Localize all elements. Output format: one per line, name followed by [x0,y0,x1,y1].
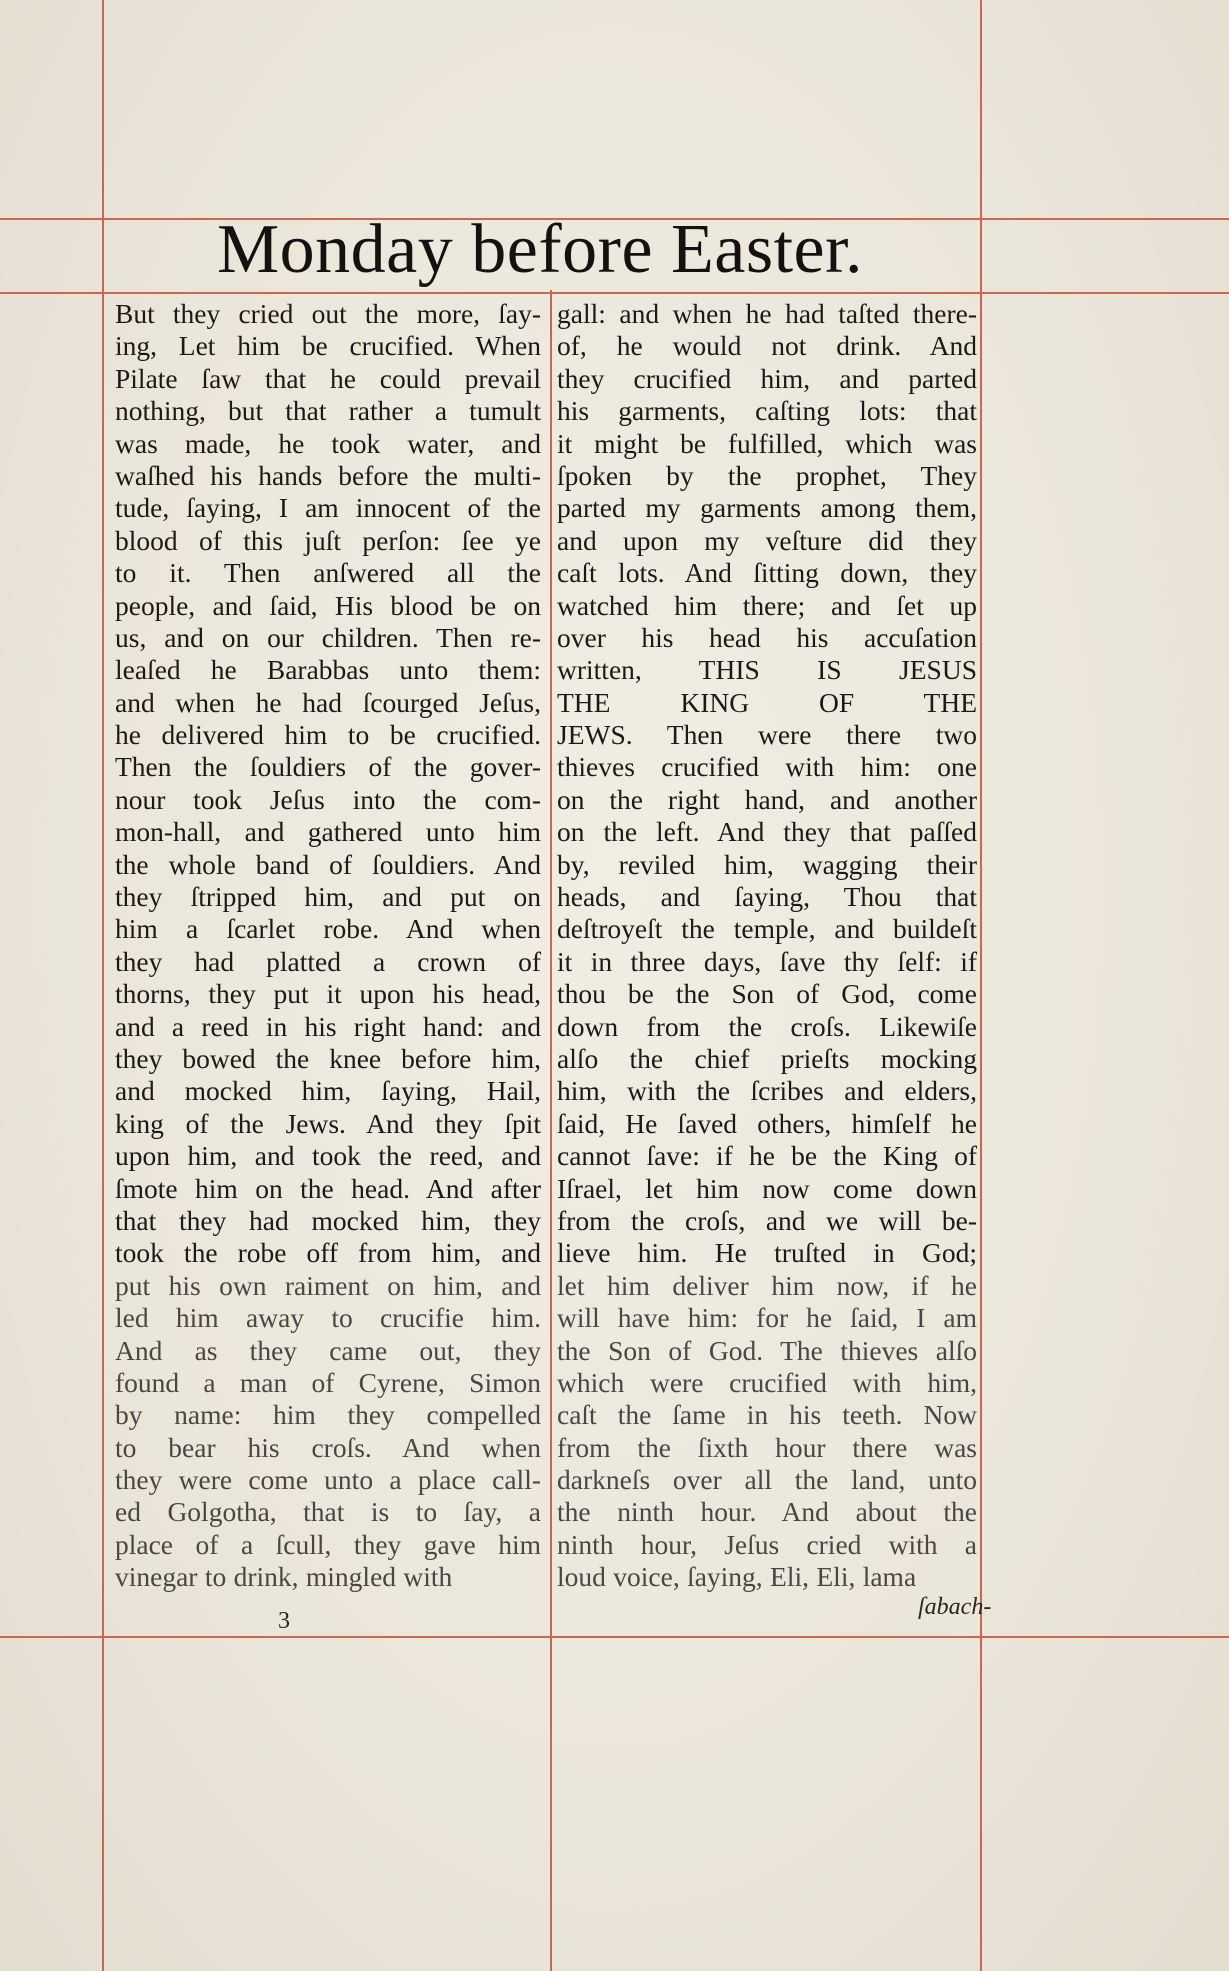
text-line: found a man of Cyrene, Simon [115,1366,541,1398]
text-line: on the right hand, and another [557,783,977,815]
text-line: caſt lots. And ſitting down, they [557,557,977,589]
text-line: put his own raiment on him, and [115,1269,541,1301]
text-line: they were come unto a place call- [115,1464,541,1496]
text-line: they bowed the knee before him, [115,1042,541,1074]
text-line: they ſtripped him, and put on [115,881,541,913]
text-line: to it. Then anſwered all the [115,557,541,589]
text-line: place of a ſcull, they gave him [115,1528,541,1560]
text-line: Then the ſouldiers of the gover- [115,751,541,783]
text-line: down from the croſs. Likewiſe [557,1010,977,1042]
text-line: it might be fulfilled, which was [557,427,977,459]
signature-mark: 3 [278,1608,290,1634]
text-line: took the robe off from him, and [115,1237,541,1269]
text-line: of, he would not drink. And [557,330,977,362]
text-line: heads, and ſaying, Thou that [557,881,977,913]
text-line: ſaid, He ſaved others, himſelf he [557,1107,977,1139]
text-line: king of the Jews. And they ſpit [115,1107,541,1139]
left-text-column [115,298,541,1594]
text-line: thorns, they put it upon his head, [115,978,541,1010]
text-line: blood of this juſt perſon: ſee ye [115,524,541,556]
text-line: ſpoken by the prophet, They [557,459,977,491]
rule-under-title [0,292,1229,294]
text-line: waſhed his hands before the multi- [115,459,541,491]
text-line: he delivered him to be crucified. [115,719,541,751]
text-line: tude, ſaying, I am innocent of the [115,492,541,524]
text-line: let him deliver him now, if he [557,1269,977,1301]
text-line: and a reed in his right hand: and [115,1010,541,1042]
text-line: and mocked him, ſaying, Hail, [115,1075,541,1107]
text-line: led him away to crucifie him. [115,1302,541,1334]
text-line: cannot ſave: if he be the King of [557,1140,977,1172]
text-line: thou be the Son of God, come [557,978,977,1010]
text-line: THE KING OF THE [557,686,977,718]
rule-left-margin [102,0,104,1971]
text-line: will have him: for he ſaid, I am [557,1302,977,1334]
text-line: nothing, but that rather a tumult [115,395,541,427]
text-line: caſt the ſame in his teeth. Now [557,1399,977,1431]
text-line: alſo the chief prieſts mocking [557,1042,977,1074]
text-line: by, reviled him, wagging their [557,848,977,880]
text-line: nour took Jeſus into the com- [115,783,541,815]
text-line: and upon my veſture did they [557,524,977,556]
text-line: the ninth hour. And about the [557,1496,977,1528]
text-line: ninth hour, Jeſus cried with a [557,1528,977,1560]
text-line: ed Golgotha, that is to ſay, a [115,1496,541,1528]
text-line: by name: him they compelled [115,1399,541,1431]
text-line: was made, he took water, and [115,427,541,459]
text-line: leaſed he Barabbas unto them: [115,654,541,686]
text-line: gall: and when he had taſted there- [557,298,977,329]
text-line: JEWS. Then were there two [557,719,977,751]
text-line: him a ſcarlet robe. And when [115,913,541,945]
text-line: Pilate ſaw that he could prevail [115,362,541,394]
text-line: they had platted a crown of [115,945,541,977]
right-text-column [557,298,977,1594]
text-line: loud voice, ſaying, Eli, Eli, lama [557,1561,917,1593]
text-line: parted my garments among them, [557,492,977,524]
text-line: people, and ſaid, His blood be on [115,589,541,621]
text-line: that they had mocked him, they [115,1204,541,1236]
text-line: it in three days, ſave thy ſelf: if [557,945,977,977]
text-line: lieve him. He truſted in God; [557,1237,977,1269]
page-title: Monday before Easter. [216,211,864,288]
text-line: over his head his accuſation [557,621,977,653]
text-line: watched him there; and ſet up [557,589,977,621]
text-line: darkneſs over all the land, unto [557,1464,977,1496]
text-line: But they cried out the more, ſay- [115,298,541,329]
text-line: the Son of God. The thieves alſo [557,1334,977,1366]
catchword: ſabach- [918,1594,992,1620]
text-line: upon him, and took the reed, and [115,1140,541,1172]
text-line: him, with the ſcribes and elders, [557,1075,977,1107]
text-line: from the ſixth hour there was [557,1431,977,1463]
text-line: us, and on our children. Then re- [115,621,541,653]
text-line: thieves crucified with him: one [557,751,977,783]
text-line: the whole band of ſouldiers. And [115,848,541,880]
rule-center [550,290,552,1971]
text-line: And as they came out, they [115,1334,541,1366]
text-line: from the croſs, and we will be- [557,1204,977,1236]
rule-right-margin [980,0,982,1971]
text-line: written, THIS IS JESUS [557,654,977,686]
text-line: to bear his croſs. And when [115,1431,541,1463]
text-line: which were crucified with him, [557,1366,977,1398]
text-line: ing, Let him be crucified. When [115,330,541,362]
text-line: and when he had ſcourged Jeſus, [115,686,541,718]
rule-bottom [0,1636,1229,1638]
text-line: on the left. And they that paſſed [557,816,977,848]
text-line: they crucified him, and parted [557,362,977,394]
text-line: ſmote him on the head. And after [115,1172,541,1204]
text-line: Iſrael, let him now come down [557,1172,977,1204]
text-line: mon-hall, and gathered unto him [115,816,541,848]
text-line: deſtroyeſt the temple, and buildeſt [557,913,977,945]
text-line: vinegar to drink, mingled with [115,1561,453,1593]
text-line: his garments, caſting lots: that [557,395,977,427]
